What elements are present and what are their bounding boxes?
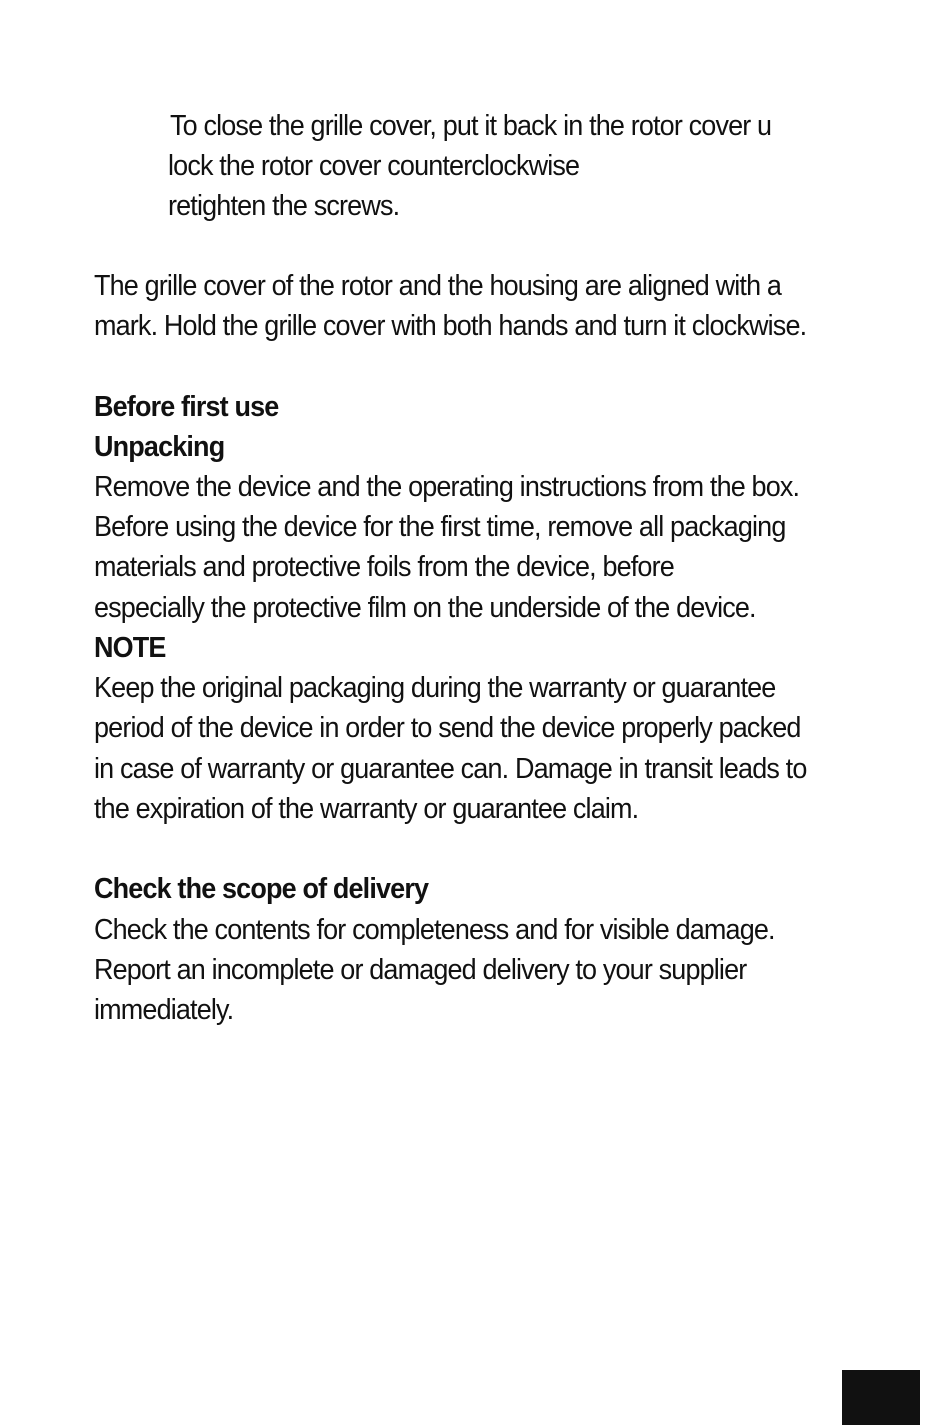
closing-step-line-3: retighten the screws. (168, 190, 400, 222)
note-heading: NOTE (94, 632, 166, 664)
closing-step-line-1: To close the grille cover, put it back in the rotor cover u (170, 110, 772, 142)
before-first-use-heading: Before first use (94, 391, 279, 423)
closing-step-line-2: lock the rotor cover counterclockwise (168, 150, 580, 182)
unpacking-heading: Unpacking (94, 431, 225, 463)
unpacking-line-1: Remove the device and the operating instructions from the box. (94, 471, 800, 503)
scope-line-1: Check the contents for completeness and for visible damage. (94, 914, 775, 946)
note-line-3: in case of warranty or guarantee can. Damage in transit leads to (94, 753, 807, 785)
scope-of-delivery-heading: Check the scope of delivery (94, 873, 429, 905)
unpacking-line-2: Before using the device for the first time, remove all packaging (94, 511, 786, 543)
corner-page-tab (842, 1370, 920, 1425)
unpacking-line-3: materials and protective foils from the device, before (94, 551, 674, 583)
scope-line-2: Report an incomplete or damaged delivery to your supplier (94, 954, 747, 986)
unpacking-line-4: especially the protective film on the underside of the device. (94, 592, 756, 624)
alignment-line-2: mark. Hold the grille cover with both hands and turn it clockwise. (94, 310, 807, 342)
note-line-1: Keep the original packaging during the warranty or guarantee (94, 672, 776, 704)
alignment-line-1: The grille cover of the rotor and the housing are aligned with a (94, 270, 782, 302)
note-line-2: period of the device in order to send the device properly packed (94, 712, 801, 744)
scope-line-3: immediately. (94, 994, 234, 1026)
note-line-4: the expiration of the warranty or guarantee claim. (94, 793, 639, 825)
